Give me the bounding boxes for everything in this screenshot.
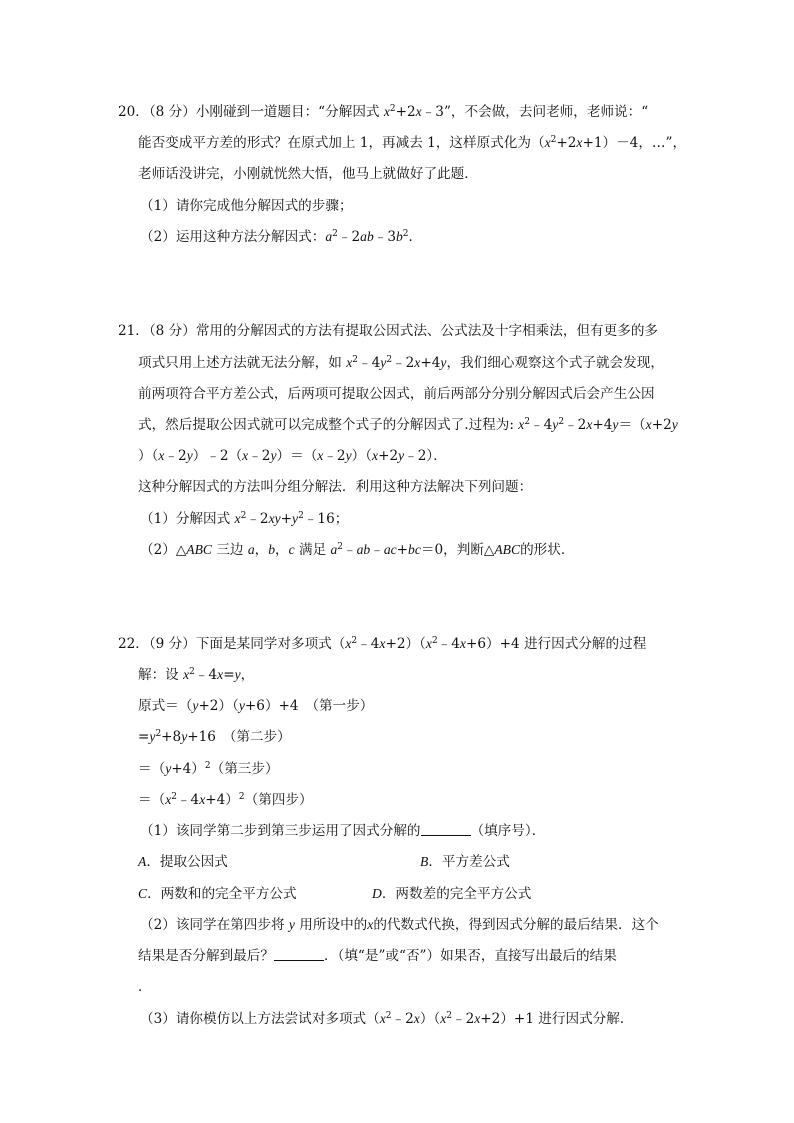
q20-subquestion-1: （1）请你完成他分解因式的步骤； bbox=[140, 198, 353, 214]
q22-solution-setup: 解：设 $x^2﹣4x=y$， bbox=[138, 667, 255, 683]
q22-subquestion-2-line-3: ． bbox=[138, 979, 152, 995]
q22-subquestion-3: （3）请你模仿以上方法尝试对多项式$(x^2﹣2x)(x^2﹣2x+2)+1$ 进行因式分解． bbox=[140, 1011, 634, 1027]
q20-number: 20．（8 分） bbox=[118, 104, 196, 120]
q22-line-1: 22．（9 分）下面是某同学对多项式$(x^2﹣4x+2)(x^2﹣4x+6)+4$ 进行因式分解的过程 bbox=[118, 636, 647, 652]
answer-blank-1[interactable] bbox=[421, 822, 471, 836]
q21-number: 21．（8 分） bbox=[118, 323, 196, 339]
q21-subquestion-2: （2）△ABC 三边 a，b，c 满足 $a^2﹣ab﹣ac+bc=0$，判断△ABC的形状． bbox=[140, 542, 575, 558]
q22-step-2: $=y^2+8y+16$ （第二步） bbox=[138, 729, 291, 745]
q22-option-d: D．两数差的完全平方公式 bbox=[372, 886, 532, 902]
q22-number: 22．（9 分） bbox=[118, 636, 196, 652]
q21-subquestion-1: （1）分解因式 $x^2﹣2xy+y^2﹣16$； bbox=[140, 511, 349, 527]
q20-line-2: 能否变成平方差的形式？在原式加上 1，再减去 1，这样原式化为$(x^2+2x+1)-4$，…”， bbox=[138, 135, 687, 151]
answer-blank-2[interactable] bbox=[274, 947, 324, 961]
q21-line-5: ）（x﹣2y）﹣2（x﹣2y）＝（x﹣2y）（x+2y﹣2）． bbox=[138, 448, 447, 464]
q22-option-a: A．提取公因式 bbox=[138, 854, 228, 870]
q21-line-4: 式，然后提取公因式就可以完成整个式子的分解因式了.过程为: $x^2﹣4y^2﹣2x+4y=(x+2y$ bbox=[138, 417, 678, 433]
q21-line-1: 21．（8 分）常用的分解因式的方法有提取公因式法、公式法及十字相乘法，但有更多的多 bbox=[118, 323, 659, 339]
q21-line-2: 项式只用上述方法就无法分解，如 $x^2﹣4y^2﹣2x+4y$，我们细心观察这个式子就会发现， bbox=[138, 355, 664, 371]
q22-step-1: 原式＝（y+2）（y+6）+4 （第一步） bbox=[138, 698, 374, 714]
q20-subquestion-2: （2）运用这种方法分解因式：$a^2﹣2ab﹣3b^2$． bbox=[140, 229, 423, 245]
q22-option-c: C．两数和的完全平方公式 bbox=[138, 886, 297, 902]
q22-step-3: $=(y+4)^2$（第三步） bbox=[138, 761, 279, 777]
q22-subquestion-2-line-2: 结果是否分解到最后？ ．（填“是”或“否”）如果否，直接写出最后的结果 bbox=[138, 948, 617, 964]
q22-option-b: B．平方差公式 bbox=[420, 854, 510, 870]
q20-line-3: 老师话没讲完，小刚就恍然大悟，他马上就做好了此题． bbox=[138, 166, 478, 182]
q21-line-6: 这种分解因式的方法叫分组分解法．利用这种方法解决下列问题： bbox=[138, 479, 533, 495]
q21-line-3: 前两项符合平方差公式，后两项可提取公因式，前后两部分分别分解因式后会产生公因 bbox=[138, 386, 655, 402]
q22-step-4: $=(x^2﹣4x+4)^2$（第四步） bbox=[138, 792, 313, 808]
q22-subquestion-2: （2）该同学在第四步将 y 用所设中的x的代数式代换，得到因式分解的最后结果．这个 bbox=[140, 917, 659, 933]
q22-subquestion-1: （1）该同学第二步到第三步运用了因式分解的 （填序号）． bbox=[140, 823, 546, 839]
q20-line-1: 20．（8 分）小刚碰到一道题目：“分解因式 $x^2+2x﹣3$”，不会做，去问老师，老师说：“ bbox=[118, 104, 649, 120]
